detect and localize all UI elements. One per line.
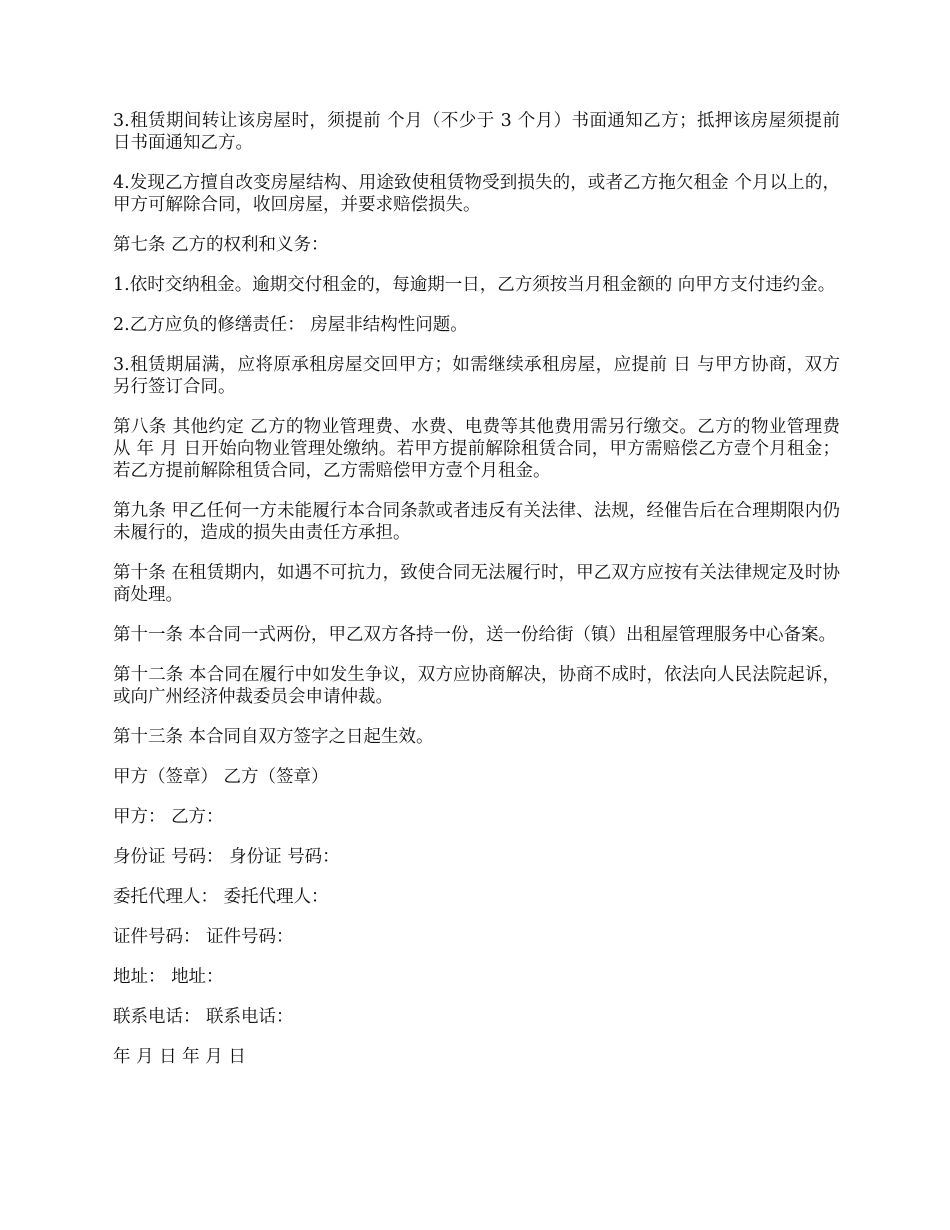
phone-line: 联系电话： 联系电话： — [113, 1007, 294, 1027]
agent-line: 委托代理人： 委托代理人： — [113, 887, 329, 907]
clause-7-item-2: 2.乙方应负的修缮责任： 房屋非结构性问题。 — [113, 315, 468, 335]
clause-6-item-4: 4.发现乙方擅自改变房屋结构、用途致使租赁物受到损失的，或者乙方拖欠租金 个月以上的，甲方可解除合同，收回房屋，并要求赔偿损失。 — [113, 173, 840, 215]
clause-11: 第十一条 本合同一式两份，甲乙双方各持一份，送一份给街（镇）出租屋管理服务中心备案。 — [113, 625, 837, 645]
clause-10: 第十条 在租赁期内，如遇不可抗力，致使合同无法履行时，甲乙双方应按有关法律规定及时协商处理。 — [113, 563, 840, 605]
certificate-number-line: 证件号码： 证件号码： — [113, 927, 294, 947]
clause-6-item-3: 3.租赁期间转让该房屋时，须提前 个月（不少于 3 个月）书面通知乙方；抵押该房屋须提前 日书面通知乙方。 — [113, 111, 840, 153]
clause-9: 第九条 甲乙任何一方未能履行本合同条款或者违反有关法律、法规，经催告后在合理期限内仍未履行的，造成的损失由责任方承担。 — [113, 501, 840, 543]
address-line: 地址： 地址： — [113, 967, 224, 987]
clause-13: 第十三条 本合同自双方签字之日起生效。 — [113, 727, 434, 747]
clause-12: 第十二条 本合同在履行中如发生争议，双方应协商解决，协商不成时，依法向人民法院起诉，或向广州经济仲裁委员会申请仲裁。 — [113, 665, 840, 707]
signature-line: 甲方（签章） 乙方（签章） — [113, 767, 329, 787]
clause-7-item-1: 1.依时交纳租金。逾期交付租金的，每逾期一日，乙方须按当月租金额的 向甲方支付违约金。 — [113, 275, 836, 295]
clause-7-heading: 第七条 乙方的权利和义务： — [113, 235, 329, 255]
party-line: 甲方： 乙方： — [113, 807, 224, 827]
clause-8: 第八条 其他约定 乙方的物业管理费、水费、电费等其他费用需另行缴交。乙方的物业管理费从 年 月 日开始向物业管理处缴纳。若甲方提前解除租赁合同，甲方需赔偿乙方壹个月租金；若乙方提前解除租赁合同，乙方需赔偿甲方壹个月租金。 — [113, 417, 840, 481]
date-line: 年 月 日 年 月 日 — [113, 1047, 246, 1067]
clause-7-item-3: 3.租赁期届满，应将原承租房屋交回甲方；如需继续承租房屋，应提前 日 与甲方协商，双方另行签订合同。 — [113, 355, 840, 397]
id-number-line: 身份证 号码： 身份证 号码： — [113, 847, 340, 867]
